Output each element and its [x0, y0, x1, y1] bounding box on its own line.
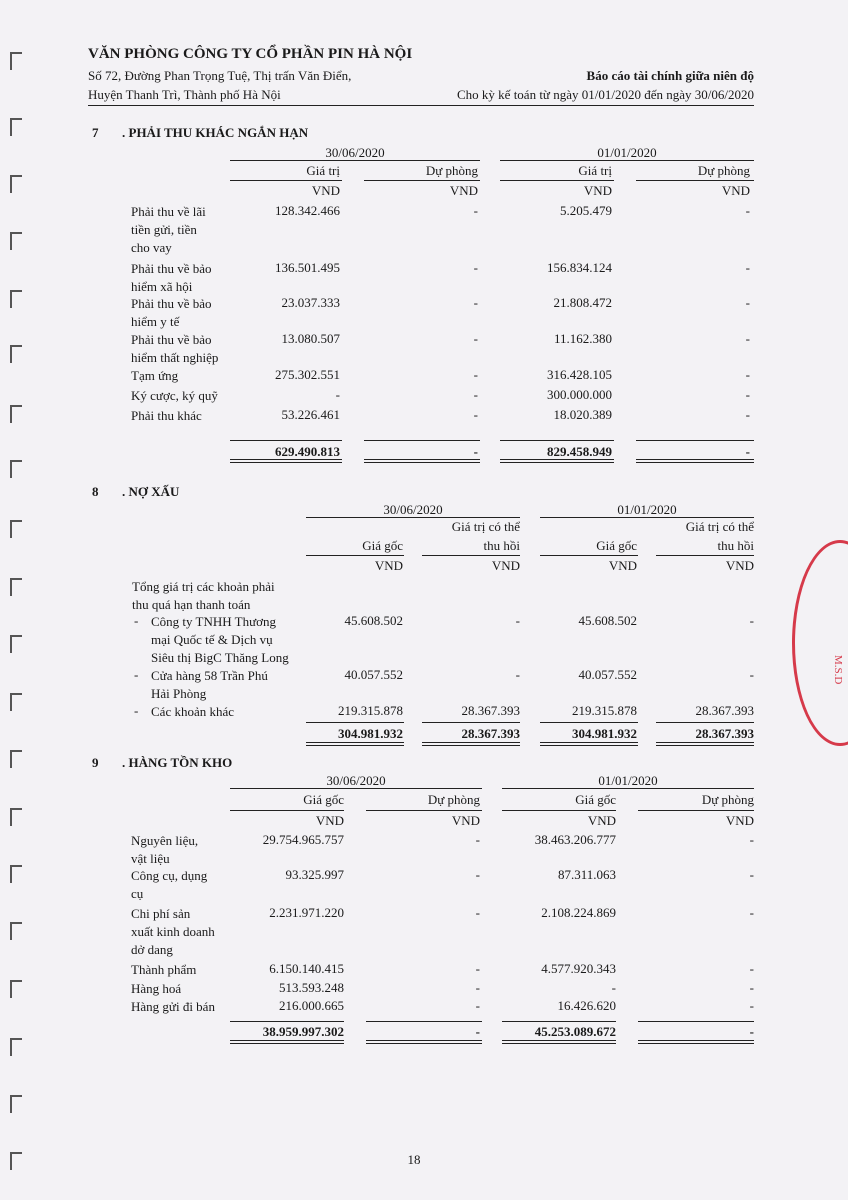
table-row-label: Cửa hàng 58 Trần Phú Hải Phòng — [151, 668, 268, 701]
table-cell: 87.311.063 — [557, 867, 616, 882]
table-cell: 128.342.466 — [275, 203, 340, 218]
table-cell: 4.577.920.343 — [541, 961, 616, 976]
s9-rule-sub — [638, 810, 754, 811]
s7-date-2: 01/01/2020 — [597, 145, 657, 160]
s8-unit: VND — [491, 558, 520, 573]
table-cell: 316.428.105 — [547, 367, 612, 382]
table-cell: 156.834.124 — [547, 260, 612, 275]
s7-unit: VND — [583, 183, 612, 198]
section-7-number: 7 — [92, 125, 99, 140]
s8-unit: VND — [725, 558, 754, 573]
company-seal — [792, 540, 848, 746]
table-cell: - — [475, 832, 480, 847]
s7-rule-sub — [364, 180, 480, 181]
table-cell: - — [335, 387, 340, 402]
s8-total-r2: 28.367.393 — [695, 726, 754, 741]
table-cell: - — [475, 961, 480, 976]
table-cell: - — [475, 998, 480, 1013]
table-row-label: Thành phẩm — [131, 962, 197, 977]
table-row-label: Công ty TNHH Thương mại Quốc tế & Dịch vụ Siêu thị BigC Thăng Long — [151, 614, 289, 665]
s9-rule-sub — [230, 810, 344, 811]
s9-total-p1: - — [475, 1024, 480, 1039]
s8-col-recov-1a: Giá trị có thể — [451, 519, 520, 534]
table-cell: 2.108.224.869 — [541, 905, 616, 920]
list-bullet: - — [134, 703, 139, 718]
s7-total-p2: - — [745, 444, 750, 459]
s8-rule-sub — [422, 555, 520, 556]
table-cell: - — [473, 203, 478, 218]
table-cell: - — [749, 905, 754, 920]
s9-total-c1: 38.959.997.302 — [262, 1024, 344, 1039]
table-cell: 16.426.620 — [557, 998, 616, 1013]
table-row-label: Nguyên liệu, vật liệu — [131, 833, 199, 866]
table-row-label: Phải thu về bảo hiểm xã hội — [131, 261, 212, 294]
s9-rule-date2 — [502, 788, 754, 789]
s7-total-p1: - — [473, 444, 478, 459]
table-cell: - — [745, 260, 750, 275]
s9-date-1: 30/06/2020 — [326, 773, 386, 788]
s9-col-prov-1: Dự phòng — [427, 792, 480, 807]
table-cell: - — [745, 407, 750, 422]
table-cell: - — [749, 961, 754, 976]
table-cell: - — [515, 667, 520, 682]
table-cell: 216.000.665 — [279, 998, 344, 1013]
table-cell: 29.754.965.757 — [262, 832, 344, 847]
section-9-title: . HÀNG TỒN KHO — [122, 755, 233, 770]
table-cell: 45.608.502 — [578, 613, 637, 628]
s7-rule-sub — [636, 180, 754, 181]
s9-total-rule — [230, 1021, 344, 1022]
report-title: Báo cáo tài chính giữa niên độ — [586, 68, 754, 83]
table-cell: - — [749, 667, 754, 682]
s8-double-rule — [540, 742, 638, 746]
s7-double-rule — [636, 459, 754, 463]
table-row-label: Chi phí sản xuất kinh doanh dở dang — [131, 906, 215, 957]
s7-col-prov-1: Dự phòng — [425, 163, 478, 178]
address-line-2: Huyện Thanh Trì, Thành phố Hà Nội — [88, 87, 281, 102]
table-cell: - — [473, 295, 478, 310]
s8-unit: VND — [608, 558, 637, 573]
table-row-label: Công cụ, dụng cụ — [131, 868, 208, 901]
s7-total-rule — [636, 440, 754, 441]
s7-rule-sub — [230, 180, 342, 181]
table-row-label: Các khoản khác — [151, 704, 235, 719]
table-row-label: Hàng hoá — [131, 981, 182, 996]
section-7-title: . PHẢI THU KHÁC NGẮN HẠN — [122, 125, 309, 140]
table-cell: - — [475, 867, 480, 882]
table-row-label: Phải thu về bảo hiểm y tế — [131, 296, 212, 329]
s8-total-rule — [306, 722, 404, 723]
s8-col-cost-1: Giá gốc — [362, 538, 403, 553]
s8-double-rule — [422, 742, 520, 746]
table-cell: - — [745, 295, 750, 310]
s8-total-r1: 28.367.393 — [461, 726, 520, 741]
s9-col-cost-1: Giá gốc — [303, 792, 344, 807]
s7-rule-date1 — [230, 160, 480, 161]
table-row-label: Phải thu về lãi tiền gửi, tiền cho vay — [131, 204, 206, 255]
s9-double-rule — [638, 1040, 754, 1044]
page-number: 18 — [407, 1152, 421, 1167]
s8-rule-date1 — [306, 517, 520, 518]
header-rule — [88, 105, 754, 106]
table-cell: - — [611, 980, 616, 995]
table-cell: 28.367.393 — [695, 703, 754, 718]
s8-date-2: 01/01/2020 — [617, 502, 677, 517]
s9-col-cost-2: Giá gốc — [575, 792, 616, 807]
s9-total-c2: 45.253.089.672 — [534, 1024, 616, 1039]
table-cell: - — [749, 613, 754, 628]
s7-col-prov-2: Dự phòng — [697, 163, 750, 178]
table-cell: 40.057.552 — [344, 667, 403, 682]
table-cell: 18.020.389 — [553, 407, 612, 422]
s7-unit: VND — [449, 183, 478, 198]
s7-total-v1: 629.490.813 — [275, 444, 340, 459]
s7-double-rule — [230, 459, 342, 463]
table-cell: - — [749, 998, 754, 1013]
table-cell: - — [515, 613, 520, 628]
table-cell: 93.325.997 — [285, 867, 344, 882]
table-cell: 53.226.461 — [281, 407, 340, 422]
s7-total-v2: 829.458.949 — [547, 444, 612, 459]
s8-double-rule — [306, 742, 404, 746]
s8-total-c2: 304.981.932 — [572, 726, 637, 741]
s7-col-value-1: Giá trị — [306, 163, 340, 178]
s8-total-c1: 304.981.932 — [338, 726, 403, 741]
table-cell: - — [745, 331, 750, 346]
s7-rule-sub — [500, 180, 614, 181]
s9-unit: VND — [587, 813, 616, 828]
s7-total-rule — [364, 440, 480, 441]
s9-col-prov-2: Dự phòng — [701, 792, 754, 807]
table-cell: 6.150.140.415 — [269, 961, 344, 976]
s9-double-rule — [502, 1040, 616, 1044]
s8-rule-sub — [540, 555, 638, 556]
s8-total-rule — [540, 722, 638, 723]
s9-total-rule — [366, 1021, 482, 1022]
table-cell: - — [749, 832, 754, 847]
s9-total-rule — [638, 1021, 754, 1022]
table-cell: 2.231.971.220 — [269, 905, 344, 920]
s8-double-rule — [656, 742, 754, 746]
table-cell: 13.080.507 — [281, 331, 340, 346]
table-cell: 275.302.551 — [275, 367, 340, 382]
company-name: VĂN PHÒNG CÔNG TY CỔ PHẦN PIN HÀ NỘI — [88, 46, 413, 62]
s8-date-1: 30/06/2020 — [383, 502, 443, 517]
table-cell: - — [473, 407, 478, 422]
table-cell: - — [749, 980, 754, 995]
table-cell: 45.608.502 — [344, 613, 403, 628]
seal-text: M.S.D — [832, 655, 844, 685]
table-cell: - — [745, 387, 750, 402]
list-bullet: - — [134, 613, 139, 628]
s8-intro: Tổng giá trị các khoản phải thu quá hạn thanh toán — [132, 579, 275, 612]
s8-rule-date2 — [540, 517, 754, 518]
table-cell: 40.057.552 — [578, 667, 637, 682]
table-cell: 219.315.878 — [338, 703, 403, 718]
table-cell: 38.463.206.777 — [534, 832, 616, 847]
table-cell: - — [473, 367, 478, 382]
table-cell: - — [745, 367, 750, 382]
table-row-label: Hàng gửi đi bán — [131, 999, 215, 1014]
s9-total-rule — [502, 1021, 616, 1022]
s9-unit: VND — [725, 813, 754, 828]
table-cell: - — [475, 980, 480, 995]
s9-rule-sub — [502, 810, 616, 811]
table-row-label: Phải thu khác — [131, 408, 202, 423]
s8-col-recov-2b: thu hồi — [717, 538, 754, 553]
address-line-1: Số 72, Đường Phan Trọng Tuệ, Thị trấn Văn Điển, — [88, 68, 352, 83]
s8-total-rule — [656, 722, 754, 723]
s7-unit: VND — [721, 183, 750, 198]
table-cell: - — [473, 331, 478, 346]
table-cell: 5.205.479 — [560, 203, 612, 218]
s7-total-rule — [230, 440, 342, 441]
s8-rule-sub — [656, 555, 754, 556]
table-cell: 28.367.393 — [461, 703, 520, 718]
s8-unit: VND — [374, 558, 403, 573]
table-cell: 300.000.000 — [547, 387, 612, 402]
table-cell: 11.162.380 — [553, 331, 612, 346]
s7-total-rule — [500, 440, 614, 441]
s8-total-rule — [422, 722, 520, 723]
table-row-label: Ký cược, ký quỹ — [131, 388, 218, 403]
s8-col-cost-2: Giá gốc — [596, 538, 637, 553]
s9-double-rule — [366, 1040, 482, 1044]
section-8-title: . NỢ XẤU — [122, 484, 180, 499]
table-cell: - — [473, 387, 478, 402]
s8-col-recov-2a: Giá trị có thể — [685, 519, 754, 534]
table-cell: 513.593.248 — [279, 980, 344, 995]
s9-date-2: 01/01/2020 — [598, 773, 658, 788]
table-cell: 136.501.495 — [275, 260, 340, 275]
table-cell: 23.037.333 — [281, 295, 340, 310]
s9-double-rule — [230, 1040, 344, 1044]
table-cell: - — [473, 260, 478, 275]
table-cell: 21.808.472 — [553, 295, 612, 310]
list-bullet: - — [134, 667, 139, 682]
s9-rule-date1 — [230, 788, 482, 789]
table-cell: - — [745, 203, 750, 218]
table-row-label: Tạm ứng — [131, 368, 179, 383]
s7-double-rule — [500, 459, 614, 463]
s9-unit: VND — [451, 813, 480, 828]
s7-unit: VND — [311, 183, 340, 198]
table-cell: - — [749, 867, 754, 882]
s7-double-rule — [364, 459, 480, 463]
s8-col-recov-1b: thu hồi — [483, 538, 520, 553]
table-cell: - — [475, 905, 480, 920]
table-cell: 219.315.878 — [572, 703, 637, 718]
s8-rule-sub — [306, 555, 404, 556]
s7-date-1: 30/06/2020 — [325, 145, 385, 160]
s9-unit: VND — [315, 813, 344, 828]
s7-rule-date2 — [500, 160, 754, 161]
s7-col-value-2: Giá trị — [578, 163, 612, 178]
report-period: Cho kỳ kế toán từ ngày 01/01/2020 đến ngày 30/06/2020 — [457, 87, 754, 102]
s9-rule-sub — [366, 810, 482, 811]
section-8-number: 8 — [92, 484, 99, 499]
section-9-number: 9 — [92, 755, 99, 770]
s9-total-p2: - — [749, 1024, 754, 1039]
table-row-label: Phải thu về bảo hiểm thất nghiệp — [131, 332, 219, 365]
